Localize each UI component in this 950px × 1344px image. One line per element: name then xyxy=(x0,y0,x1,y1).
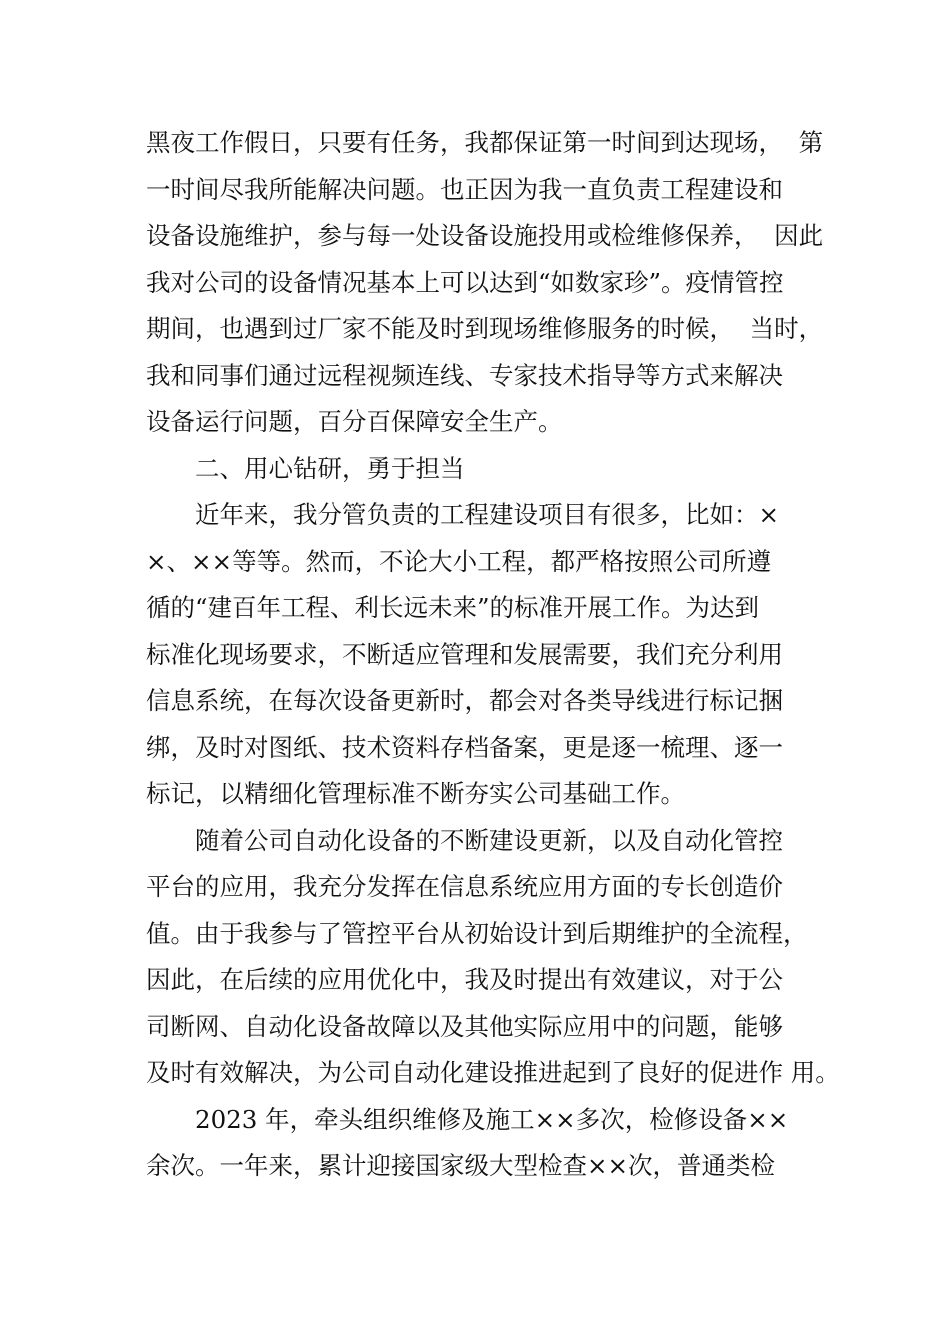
text-line: 一时间尽我所能解决问题。也正因为我一直负责工程建设和 xyxy=(146,174,783,204)
text-line: 设备设施维护，参与每一处设备设施投用或检维修保养， 因此 xyxy=(146,221,824,250)
text-line: 我和同事们通过远程视频连线、专家技术指导等方式来解决 xyxy=(146,360,783,390)
paragraph-start: 2023 年，牵头组织维修及施工××多次，检修设备×× xyxy=(195,1104,789,1134)
text-line: 我对公司的设备情况基本上可以达到“如数家珍”。疫情管控 xyxy=(146,267,784,297)
section-heading: 二、用心钻研，勇于担当 xyxy=(195,453,465,483)
text-line: 平台的应用，我充分发挥在信息系统应用方面的专长创造价 xyxy=(146,872,783,901)
text-line: 标记，以精细化管理标准不断夯实公司基础工作。 xyxy=(146,779,685,808)
text-line: 期间，也遇到过厂家不能及时到现场维修服务的时候， 当时， xyxy=(146,314,824,343)
text-line: 及时有效解决，为公司自动化建设推进起到了良好的促进作 用。 xyxy=(146,1058,840,1087)
text-line: ×、××等等。然而，不论大小工程，都严格按照公司所遵 xyxy=(146,546,772,576)
text-line: 黑夜工作假日，只要有任务，我都保证第一时间到达现场， 第 xyxy=(146,128,824,157)
body-text xyxy=(146,120,840,1190)
text-line: 循的“建百年工程、利长远未来”的标准开展工作。为达到 xyxy=(146,593,760,622)
text-line: 因此，在后续的应用优化中，我及时提出有效建议，对于公 xyxy=(146,965,783,994)
paragraph-start: 随着公司自动化设备的不断建设更新，以及自动化管控 xyxy=(195,825,783,855)
text-line: 设备运行问题，百分百保障安全生产。 xyxy=(146,407,563,436)
text-line: 余次。一年来，累计迎接国家级大型检查××次，普通类检 xyxy=(146,1151,776,1180)
text-line: 信息系统，在每次设备更新时，都会对各类导线进行标记捆 xyxy=(146,686,783,715)
text-line: 司断网、自动化设备故障以及其他实际应用中的问题，能够 xyxy=(146,1011,783,1041)
paragraph-start: 近年来，我分管负责的工程建设项目有很多，比如：× xyxy=(195,500,780,529)
text-line: 标准化现场要求，不断适应管理和发展需要，我们充分利用 xyxy=(146,639,783,669)
text-line: 值。由于我参与了管控平台从初始设计到后期维护的全流程， xyxy=(146,918,808,948)
text-line: 绑，及时对图纸、技术资料存档备案，更是逐一梳理、逐一 xyxy=(146,732,783,762)
